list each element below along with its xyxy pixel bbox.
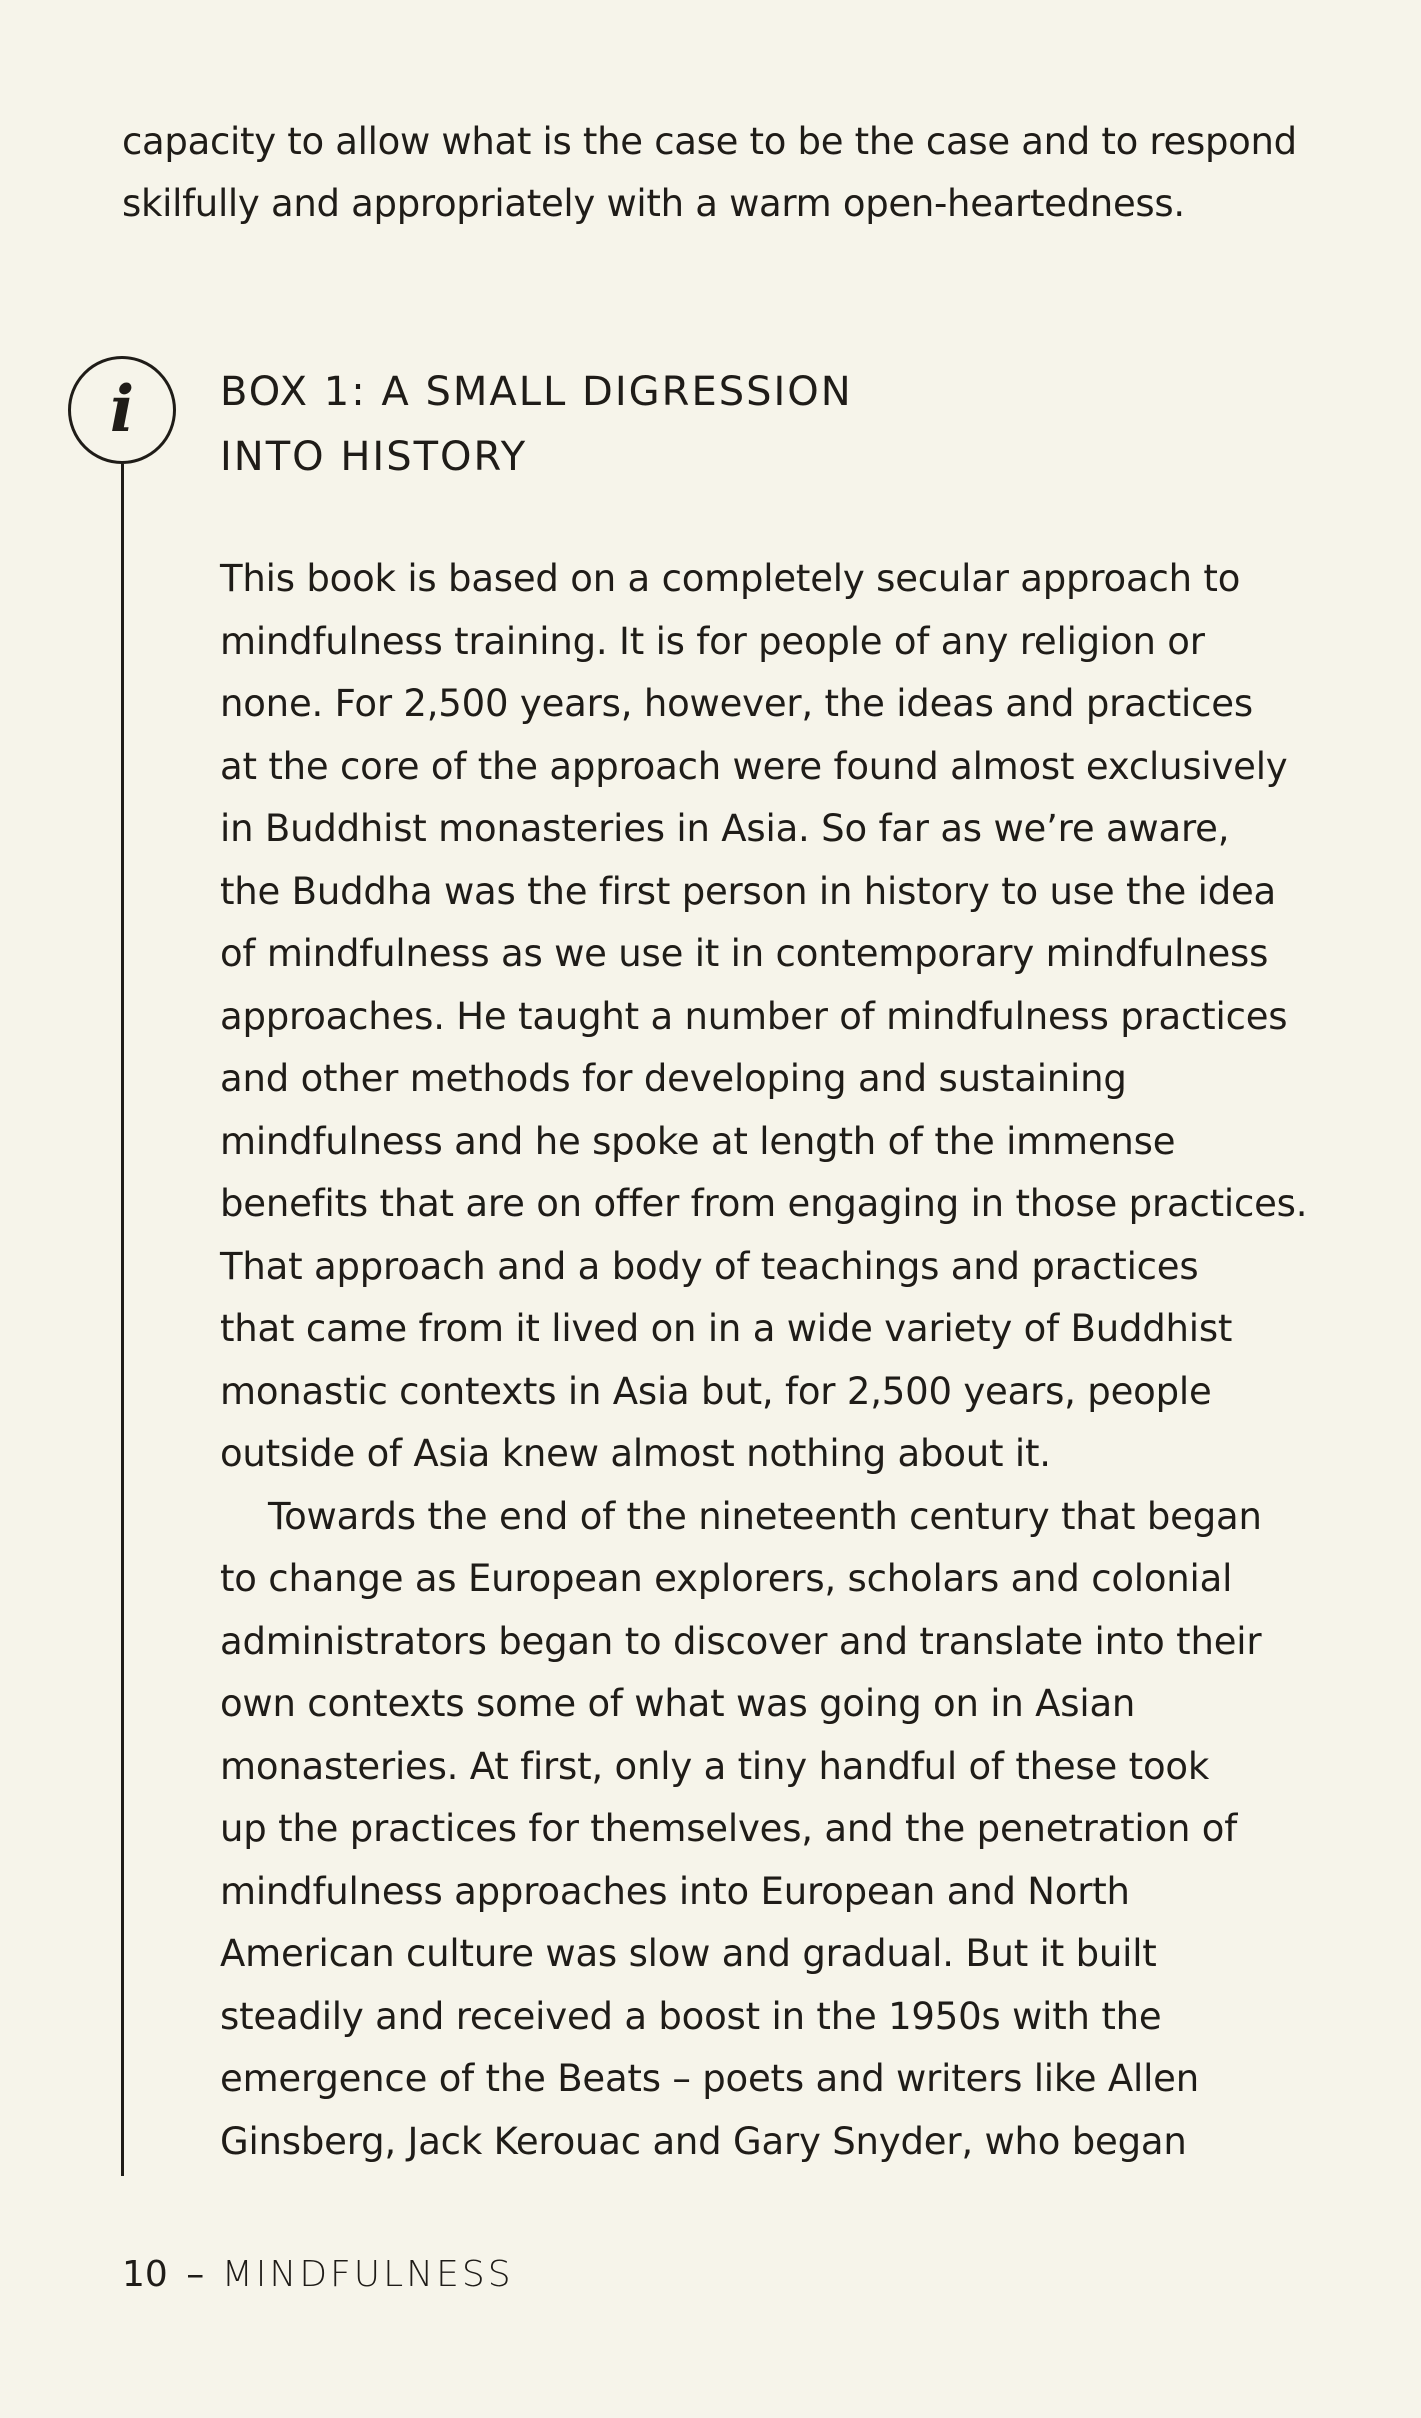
text-line: capacity to allow what is the case to be the case and to respond xyxy=(122,120,1297,163)
text-line: Ginsberg, Jack Kerouac and Gary Snyder, who began xyxy=(220,2119,1187,2163)
text-line: to change as European explorers, scholars and colonial xyxy=(220,1557,1233,1600)
box-title xyxy=(220,360,853,490)
info-icon: i xyxy=(68,356,176,464)
text-line: benefits that are on offer from engaging in those practices. xyxy=(220,1182,1308,1225)
text-line: emergence of the Beats – poets and writers like Allen xyxy=(220,2057,1199,2100)
text-line: That approach and a body of teachings and practices xyxy=(220,1244,1199,1288)
text-line: mindfulness training. It is for people of any religion or xyxy=(220,619,1205,663)
page-footer xyxy=(122,2250,514,2300)
text-line: up the practices for themselves, and the penetration of xyxy=(220,1807,1238,1850)
text-line: none. For 2,500 years, however, the ideas and practices xyxy=(220,682,1253,725)
text-line: administrators began to discover and translate into their xyxy=(220,1619,1262,1663)
page-number: 10 xyxy=(122,2254,168,2295)
text-line: American culture was slow and gradual. But it built xyxy=(220,1932,1157,1975)
text-line: monastic contexts in Asia but, for 2,500 years, people xyxy=(220,1369,1212,1413)
text-line: of mindfulness as we use it in contemporary mindfulness xyxy=(220,932,1269,975)
intro-text xyxy=(122,111,1312,235)
text-line: skilfully and appropriately with a warm open-heartedness. xyxy=(122,182,1185,225)
box-vertical-rule xyxy=(121,464,124,2176)
box-title-line: INTO HISTORY xyxy=(220,434,528,480)
text-line: approaches. He taught a number of mindfulness practices xyxy=(220,994,1288,1038)
text-line: Towards the end of the nineteenth century that began xyxy=(268,1494,1262,1538)
text-line: at the core of the approach were found almost exclusively xyxy=(220,744,1288,788)
footer-separator: – xyxy=(186,2254,208,2295)
paragraph xyxy=(220,1486,1340,2174)
text-line: and other methods for developing and sustaining xyxy=(220,1057,1127,1100)
text-line: monasteries. At first, only a tiny handful of these took xyxy=(220,1744,1210,1788)
text-line: outside of Asia knew almost nothing about it. xyxy=(220,1432,1051,1475)
text-line: steadily and received a boost in the 1950s with the xyxy=(220,1994,1162,2038)
text-line: own contexts some of what was going on in Asian xyxy=(220,1682,1136,1725)
text-line: that came from it lived on in a wide variety of Buddhist xyxy=(220,1307,1233,1350)
text-line: the Buddha was the first person in history to use the idea xyxy=(220,869,1277,913)
text-line: mindfulness approaches into European and North xyxy=(220,1869,1130,1913)
paragraph xyxy=(220,548,1340,1486)
text-line: This book is based on a completely secular approach to xyxy=(220,557,1241,600)
box-body xyxy=(220,548,1340,2173)
text-line: in Buddhist monasteries in Asia. So far as we’re aware, xyxy=(220,807,1230,850)
box-title-line: BOX 1: A SMALL DIGRESSION xyxy=(220,369,853,415)
text-line: mindfulness and he spoke at length of the immense xyxy=(220,1119,1176,1163)
running-title: MINDFULNESS xyxy=(221,2254,514,2295)
